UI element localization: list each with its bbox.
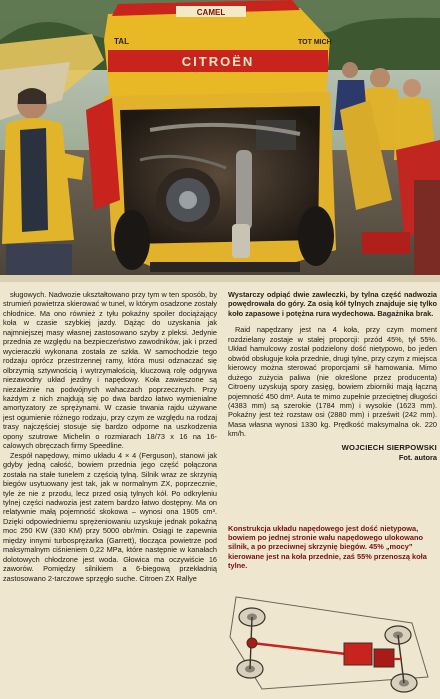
article-right-body (228, 325, 437, 438)
sponsor-camel-label: CAMEL (196, 8, 226, 17)
gearbox (374, 649, 394, 667)
photo-illustration (0, 0, 440, 282)
article-paragraph: sługowych. Nadwozie ukształtowano przy tym w ten sposób, by strumień powietrza skierować w tunel, w którym osadzone zostały chłodnice. Ma ono również z tyłu pokaźny spoiler dociążający koła w czasie szybkiej jazdy. Dążąc do uzyskania jak najmniejszej masy własnej zastosowano szyby z pleksi. Jedynie przednia ze względu na bezpieczeństwo zawodników, jak i przed wycieraczki wykonana została ze szkła. W samochodzie tego rodzaju oprócz przestrzennej ramy, która musi odznaczać się olbrzymią sztywnością i wytrzymałością, kluczową rolę odgrywa niezawodny układ jezdny i napędowy. Koła zawieszone są niezależnie na podwójnych wahaczach poprzecznych. Przy każdym z nich znajdują się po dwa bardzo łatwo wymienialne amortyzatory ze sprężynami. W czasie trwania rajdu używane jest ogumienie różnego rodzaju, przy czym ze względu na rodzaj trasy najczęściej stosuje się bardzo odporne na uszkodzenia opony szutrowe Michelin o rozmiarach 18/73 x 16 na 16-calowych obręczach firmy Speedline. (3, 290, 217, 451)
citroen-rear-label: CITROËN (181, 54, 255, 69)
article-right-column (228, 290, 437, 463)
photo-caption-text: Wystarczy odpiąć dwie zawleczki, by tylna część nadwozia powędrowała do góry. Za osią kół tylnych znajduje się tylko koło zapasowe i potężna rura wydechowa. Bagażnika brak. (228, 290, 437, 318)
right-sponsor-letters: TOT MICH (298, 39, 332, 46)
article-paragraph: Zespół napędowy, mimo układu 4 × 4 (Ferguson), stanowi jak gdyby jedną całość, bowiem przednia jego część połączona została na stałe tunelem z częścią tylną. Silnik wraz ze skrzynią biegów usytuowany jest tak, jak w normalnym ZX, poprzecznie, tyle że nie z przodu, lecz przed osią tylnych kół. Po odkryleniu tylnej części nadwozia jest zatem bardzo łatwo dostępny. Ma on relatywnie małą pojemność skokowa – wynosi ona 1905 cm³. Dzięki odpowiedniemu sprężeniowaniu uzyskuje jednak pokaźną moc 250 KW (330 KM) przy 5000 obr/min. Osiągi te zapewnia między innymi turbosprężarka (Garrett), tłocząca powietrze pod maksymalnym ciśnieniem 0,22 MPa, które następnie w kanałach dolotowych chłodzone jest woda. Głowica ma oczywiście 16 zaworów. Pomiędzy silnikiem a 6-biegową przekładnią zastosowano 2-tarczowe sprzęgło suche. Citroen ZX Rallye (3, 450, 217, 583)
rally-car-photo (0, 0, 440, 282)
diagram-caption: Konstrukcja układu napędowego jest dość nietypowa, bowiem po jednej stronie wału napędowego ulokowano silnik, a po przeciwnej skrzynię biegów. 45% „mocy” kierowane jest na koła przednie, zaś 55% przenoszą koła tylne. (228, 524, 427, 570)
article-paragraph: Raid napędzany jest na 4 koła, przy czym moment rozdzielany zostaje w stałej proporcji: przód 45%, tył 55%. Układ hamulcowy został podzielony dość nietypowo, bo jeden obwód obsługuje koła przednie, drugi tylne, przy czym z miejsca kierowcy można sterować proporcjami sił hamowania. Mimo dużego zużycia paliwa (nie określone przez producenta) Citroeny uzyskują spory zasięg, bowiem zbiorniki mają łączną pojemność 450 dm³. Auta te mimo zupełnie przeciętnej długości (4383 mm) są szerokie (1784 mm) i wysokie (1623 mm). Pokaźny jest też rozstaw osi (2880 mm) i prześwit (242 mm). Masa własna wynosi 1330 kg. Prędkość maksymalna ok. 220 km/h. (228, 325, 437, 439)
author-name: WOJCIECH SIERPOWSKI (341, 442, 437, 452)
drivetrain-sketch (222, 577, 440, 699)
photo-caption (228, 290, 437, 318)
rally-car (104, 0, 336, 272)
photo-credit: Fot. autora (398, 453, 437, 463)
left-sponsor-letters: TAL (114, 37, 129, 46)
front-differential (247, 638, 257, 648)
engine-block (344, 643, 372, 665)
drivetrain-diagram (222, 577, 440, 699)
article-left-column (3, 290, 217, 695)
